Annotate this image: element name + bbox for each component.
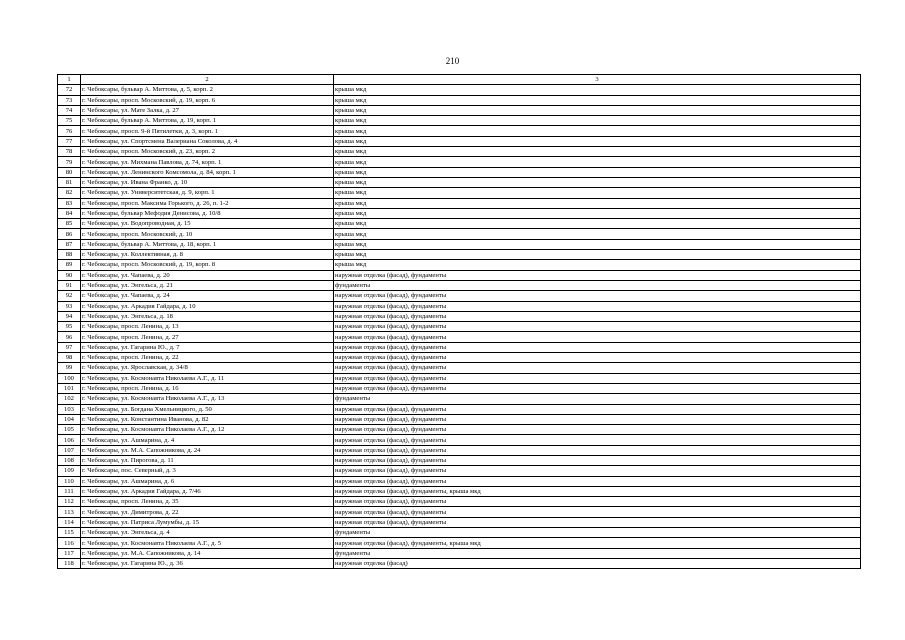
table-row (58, 177, 861, 187)
address-cell: г. Чебоксары, просп. Ленина, д. 27 (81, 332, 334, 342)
row-number-cell: 93 (58, 301, 81, 311)
work-type-cell: наружная отделка (фасад), фундаменты, крыша мкд (334, 538, 861, 548)
address-cell: г. Чебоксары, просп. 9-й Пятилетки, д. 3, корп. 1 (81, 126, 334, 136)
address-cell: г. Чебоксары, ул. Университетская, д. 9, корп. 1 (81, 188, 334, 198)
address-cell: г. Чебоксары, просп. Ленина, д. 13 (81, 322, 334, 332)
work-type-cell: крыша мкд (334, 85, 861, 95)
table-row (58, 497, 861, 507)
work-type-cell: наружная отделка (фасад), фундаменты (334, 497, 861, 507)
work-type-cell: фундаменты (334, 394, 861, 404)
table-row (58, 301, 861, 311)
table-row (58, 353, 861, 363)
table-row (58, 342, 861, 352)
address-cell: г. Чебоксары, ул. Чапаева, д. 20 (81, 270, 334, 280)
row-number-cell: 112 (58, 497, 81, 507)
work-type-cell: наружная отделка (фасад), фундаменты (334, 301, 861, 311)
work-type-cell: крыша мкд (334, 126, 861, 136)
row-number-cell: 84 (58, 208, 81, 218)
row-number-cell: 73 (58, 95, 81, 105)
work-type-cell: наружная отделка (фасад), фундаменты (334, 291, 861, 301)
address-cell: г. Чебоксары, ул. Космонавта Николаева А.Г., д. 12 (81, 425, 334, 435)
table-row (58, 260, 861, 270)
row-number-cell: 80 (58, 167, 81, 177)
work-type-cell: наружная отделка (фасад), фундаменты (334, 404, 861, 414)
row-number-cell: 96 (58, 332, 81, 342)
row-number-cell: 74 (58, 105, 81, 115)
work-type-cell: наружная отделка (фасад), фундаменты (334, 435, 861, 445)
table-row (58, 167, 861, 177)
work-type-cell: крыша мкд (334, 105, 861, 115)
work-type-cell: наружная отделка (фасад), фундаменты (334, 373, 861, 383)
address-cell: г. Чебоксары, ул. Михмана Павлова, д. 74, корп. 1 (81, 157, 334, 167)
work-type-cell: крыша мкд (334, 239, 861, 249)
table-row (58, 394, 861, 404)
row-number-cell: 115 (58, 528, 81, 538)
work-type-cell: фундаменты (334, 528, 861, 538)
work-type-cell: крыша мкд (334, 157, 861, 167)
address-cell: г. Чебоксары, просп. Максима Горького, д. 26, п. 1-2 (81, 198, 334, 208)
address-cell: г. Чебоксары, ул. Константина Иванова, д. 82 (81, 414, 334, 424)
work-type-cell: фундаменты (334, 280, 861, 290)
row-number-cell: 118 (58, 558, 81, 568)
row-number-cell: 106 (58, 435, 81, 445)
address-cell: г. Чебоксары, ул. Патриса Лумумбы, д. 15 (81, 517, 334, 527)
table-row (58, 250, 861, 260)
address-cell: г. Чебоксары, ул. Ивана Франко, д. 10 (81, 177, 334, 187)
address-cell: г. Чебоксары, ул. Ярославская, д. 34/8 (81, 363, 334, 373)
address-cell: г. Чебоксары, ул. Гагарина Ю., д. 7 (81, 342, 334, 352)
work-type-cell: наружная отделка (фасад), фундаменты (334, 332, 861, 342)
column-header-work-type: 3 (334, 75, 861, 85)
work-type-cell: крыша мкд (334, 250, 861, 260)
work-type-cell: наружная отделка (фасад), фундаменты (334, 353, 861, 363)
work-type-cell: крыша мкд (334, 208, 861, 218)
row-number-cell: 75 (58, 116, 81, 126)
row-number-cell: 111 (58, 486, 81, 496)
work-type-cell: наружная отделка (фасад) (334, 558, 861, 568)
work-type-cell: наружная отделка (фасад), фундаменты (334, 363, 861, 373)
work-type-cell: крыша мкд (334, 177, 861, 187)
address-cell: г. Чебоксары, просп. Московский, д. 19, корп. 6 (81, 95, 334, 105)
table-row (58, 311, 861, 321)
row-number-cell: 89 (58, 260, 81, 270)
table-row (58, 147, 861, 157)
address-cell: г. Чебоксары, ул. Космонавта Николаева А.Г., д. 5 (81, 538, 334, 548)
address-cell: г. Чебоксары, ул. Спортсмена Валериана Соколова, д. 4 (81, 136, 334, 146)
row-number-cell: 99 (58, 363, 81, 373)
row-number-cell: 113 (58, 507, 81, 517)
address-cell: г. Чебоксары, бульвар А. Миттова, д. 19, корп. 1 (81, 116, 334, 126)
work-type-cell: наружная отделка (фасад), фундаменты (334, 455, 861, 465)
address-cell: г. Чебоксары, ул. Ленинского Комсомола, д. 84, корп. 1 (81, 167, 334, 177)
row-number-cell: 86 (58, 229, 81, 239)
work-type-cell: наружная отделка (фасад), фундаменты, крыша мкд (334, 486, 861, 496)
work-type-cell: наружная отделка (фасад), фундаменты (334, 445, 861, 455)
address-cell: г. Чебоксары, бульвар А. Миттова, д. 5, корп. 2 (81, 85, 334, 95)
row-number-cell: 117 (58, 548, 81, 558)
table-body (58, 85, 861, 569)
table-row (58, 208, 861, 218)
address-table (57, 74, 861, 569)
work-type-cell: крыша мкд (334, 229, 861, 239)
table-row (58, 188, 861, 198)
table-row (58, 404, 861, 414)
row-number-cell: 107 (58, 445, 81, 455)
work-type-cell: фундаменты (334, 548, 861, 558)
address-cell: г. Чебоксары, ул. Димитрова, д. 22 (81, 507, 334, 517)
table-row (58, 476, 861, 486)
work-type-cell: наружная отделка (фасад), фундаменты (334, 342, 861, 352)
address-cell: г. Чебоксары, пос. Северный, д. 3 (81, 466, 334, 476)
row-number-cell: 97 (58, 342, 81, 352)
address-cell: г. Чебоксары, ул. Водопроводная, д. 15 (81, 219, 334, 229)
table-row (58, 322, 861, 332)
address-cell: г. Чебоксары, бульвар А. Миттова, д. 18, корп. 1 (81, 239, 334, 249)
row-number-cell: 81 (58, 177, 81, 187)
row-number-cell: 91 (58, 280, 81, 290)
row-number-cell: 100 (58, 373, 81, 383)
row-number-cell: 85 (58, 219, 81, 229)
address-cell: г. Чебоксары, ул. Гагарина Ю., д. 36 (81, 558, 334, 568)
table-row (58, 528, 861, 538)
table-row (58, 455, 861, 465)
work-type-cell: наружная отделка (фасад), фундаменты (334, 476, 861, 486)
row-number-cell: 77 (58, 136, 81, 146)
table-row (58, 435, 861, 445)
work-type-cell: наружная отделка (фасад), фундаменты (334, 383, 861, 393)
address-cell: г. Чебоксары, ул. Чапаева, д. 24 (81, 291, 334, 301)
address-cell: г. Чебоксары, просп. Московский, д. 23, корп. 2 (81, 147, 334, 157)
table-row (58, 239, 861, 249)
work-type-cell: наружная отделка (фасад), фундаменты (334, 270, 861, 280)
row-number-cell: 110 (58, 476, 81, 486)
table-row (58, 414, 861, 424)
address-cell: г. Чебоксары, ул. Богдана Хмельницкого, д. 50 (81, 404, 334, 414)
address-cell: г. Чебоксары, ул. М.А. Сапожникова, д. 24 (81, 445, 334, 455)
table-row (58, 486, 861, 496)
row-number-cell: 101 (58, 383, 81, 393)
table-row (58, 229, 861, 239)
address-cell: г. Чебоксары, просп. Ленина, д. 35 (81, 497, 334, 507)
table-header-row (58, 75, 861, 85)
address-cell: г. Чебоксары, просп. Московский, д. 10 (81, 229, 334, 239)
address-cell: г. Чебоксары, ул. Коллективная, д. 8 (81, 250, 334, 260)
address-cell: г. Чебоксары, ул. Аркадия Гайдара, д. 7/46 (81, 486, 334, 496)
address-cell: г. Чебоксары, просп. Ленина, д. 22 (81, 353, 334, 363)
row-number-cell: 102 (58, 394, 81, 404)
row-number-cell: 105 (58, 425, 81, 435)
page-number: 210 (445, 56, 460, 66)
work-type-cell: крыша мкд (334, 167, 861, 177)
table-row (58, 280, 861, 290)
row-number-cell: 90 (58, 270, 81, 280)
work-type-cell: крыша мкд (334, 188, 861, 198)
table-row (58, 126, 861, 136)
column-header-address: 2 (81, 75, 334, 85)
row-number-cell: 108 (58, 455, 81, 465)
row-number-cell: 95 (58, 322, 81, 332)
row-number-cell: 103 (58, 404, 81, 414)
work-type-cell: крыша мкд (334, 219, 861, 229)
address-cell: г. Чебоксары, ул. М.А. Сапожникова, д. 14 (81, 548, 334, 558)
address-cell: г. Чебоксары, ул. Космонавта Николаева А.Г., д. 11 (81, 373, 334, 383)
work-type-cell: крыша мкд (334, 116, 861, 126)
work-type-cell: крыша мкд (334, 147, 861, 157)
work-type-cell: наружная отделка (фасад), фундаменты (334, 507, 861, 517)
table-row (58, 198, 861, 208)
column-header-number: 1 (58, 75, 81, 85)
table-row (58, 466, 861, 476)
table-row (58, 105, 861, 115)
table-row (58, 558, 861, 568)
table-row (58, 95, 861, 105)
address-cell: г. Чебоксары, просп. Ленина, д. 16 (81, 383, 334, 393)
row-number-cell: 88 (58, 250, 81, 260)
work-type-cell: крыша мкд (334, 260, 861, 270)
table-row (58, 219, 861, 229)
table-row (58, 270, 861, 280)
row-number-cell: 116 (58, 538, 81, 548)
table-row (58, 538, 861, 548)
table-row (58, 291, 861, 301)
table-row (58, 373, 861, 383)
work-type-cell: наружная отделка (фасад), фундаменты (334, 322, 861, 332)
row-number-cell: 72 (58, 85, 81, 95)
table-row (58, 507, 861, 517)
row-number-cell: 78 (58, 147, 81, 157)
work-type-cell: наружная отделка (фасад), фундаменты (334, 425, 861, 435)
table-row (58, 363, 861, 373)
row-number-cell: 94 (58, 311, 81, 321)
table-row (58, 425, 861, 435)
address-cell: г. Чебоксары, ул. Мате Залка, д. 27 (81, 105, 334, 115)
row-number-cell: 83 (58, 198, 81, 208)
table-row (58, 136, 861, 146)
work-type-cell: крыша мкд (334, 198, 861, 208)
row-number-cell: 79 (58, 157, 81, 167)
address-cell: г. Чебоксары, ул. Энгельса, д. 21 (81, 280, 334, 290)
row-number-cell: 109 (58, 466, 81, 476)
address-cell: г. Чебоксары, ул. Ашмарина, д. 4 (81, 435, 334, 445)
table-row (58, 116, 861, 126)
address-cell: г. Чебоксары, ул. Энгельса, д. 18 (81, 311, 334, 321)
table-row (58, 517, 861, 527)
table-row (58, 383, 861, 393)
work-type-cell: крыша мкд (334, 136, 861, 146)
row-number-cell: 82 (58, 188, 81, 198)
work-type-cell: наружная отделка (фасад), фундаменты (334, 466, 861, 476)
row-number-cell: 114 (58, 517, 81, 527)
table-row (58, 157, 861, 167)
address-cell: г. Чебоксары, ул. Космонавта Николаева А.Г., д. 13 (81, 394, 334, 404)
table-row (58, 85, 861, 95)
address-cell: г. Чебоксары, ул. Энгельса, д. 4 (81, 528, 334, 538)
address-cell: г. Чебоксары, ул. Аркадия Гайдара, д. 10 (81, 301, 334, 311)
row-number-cell: 104 (58, 414, 81, 424)
work-type-cell: наружная отделка (фасад), фундаменты (334, 311, 861, 321)
table-row (58, 548, 861, 558)
row-number-cell: 98 (58, 353, 81, 363)
table-row (58, 445, 861, 455)
row-number-cell: 92 (58, 291, 81, 301)
work-type-cell: наружная отделка (фасад), фундаменты (334, 517, 861, 527)
work-type-cell: наружная отделка (фасад), фундаменты (334, 414, 861, 424)
row-number-cell: 87 (58, 239, 81, 249)
address-cell: г. Чебоксары, ул. Пирогова, д. 11 (81, 455, 334, 465)
row-number-cell: 76 (58, 126, 81, 136)
work-type-cell: крыша мкд (334, 95, 861, 105)
address-cell: г. Чебоксары, бульвар Мефодия Денисова, д. 10/8 (81, 208, 334, 218)
address-cell: г. Чебоксары, ул. Ашмарина, д. 6 (81, 476, 334, 486)
table-row (58, 332, 861, 342)
address-cell: г. Чебоксары, просп. Московский, д. 19, корп. 8 (81, 260, 334, 270)
